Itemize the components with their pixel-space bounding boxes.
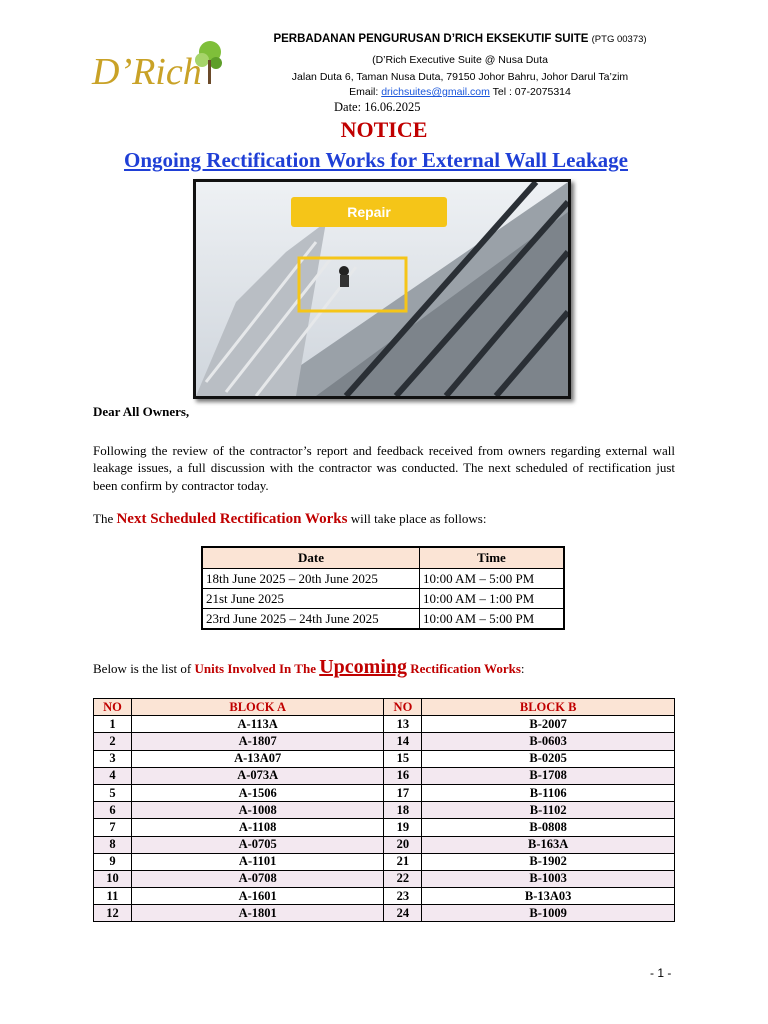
org-name-line — [200, 33, 720, 45]
schedule-header-time: Time — [420, 547, 565, 569]
unit-no-a: 10 — [94, 870, 132, 887]
unit-block-b: B-1003 — [422, 870, 675, 887]
units-intro-h1: Units Involved In The — [194, 661, 320, 676]
unit-block-b: B-2007 — [422, 716, 675, 733]
unit-block-a: A-1801 — [131, 905, 384, 922]
unit-no-b: 23 — [384, 888, 422, 905]
unit-block-a: A-0705 — [131, 836, 384, 853]
repair-label: Repair — [347, 204, 391, 220]
body-paragraph: Following the review of the contractor’s report and feedback received from owners regarding external wall leakage issues, a full discussion with the contractor was conducted. The next scheduled of rectification just been confirm by contractor today. — [93, 443, 675, 493]
unit-no-a: 4 — [94, 767, 132, 784]
unit-block-a: A-073A — [131, 767, 384, 784]
schedule-date: 23rd June 2025 – 24th June 2025 — [202, 609, 420, 630]
schedule-intro-post: will take place as follows: — [347, 511, 487, 526]
unit-block-a: A-1506 — [131, 784, 384, 801]
table-row — [94, 802, 675, 819]
units-intro-h2: Rectification Works — [407, 661, 521, 676]
contact-line — [200, 86, 720, 98]
schedule-time: 10:00 AM – 5:00 PM — [420, 569, 565, 589]
unit-block-a: A-113A — [131, 716, 384, 733]
table-row — [94, 905, 675, 922]
units-intro-post: : — [520, 661, 525, 676]
notice-subtitle: Ongoing Rectification Works for External Wall Leakage — [124, 148, 628, 172]
unit-block-a: A-1008 — [131, 802, 384, 819]
unit-no-a: 7 — [94, 819, 132, 836]
schedule-row — [202, 569, 564, 589]
unit-no-a: 9 — [94, 853, 132, 870]
unit-no-b: 19 — [384, 819, 422, 836]
table-row — [94, 784, 675, 801]
unit-no-b: 16 — [384, 767, 422, 784]
email-link[interactable]: drichsuites@gmail.com — [381, 86, 490, 98]
unit-no-b: 24 — [384, 905, 422, 922]
unit-no-a: 6 — [94, 802, 132, 819]
unit-no-a: 11 — [94, 888, 132, 905]
building-photo — [193, 179, 571, 399]
notice-title: NOTICE — [340, 117, 428, 142]
units-header-block-b: BLOCK B — [422, 699, 675, 716]
unit-no-b: 22 — [384, 870, 422, 887]
unit-block-a: A-1108 — [131, 819, 384, 836]
unit-no-b: 13 — [384, 716, 422, 733]
schedule-intro-pre: The — [93, 511, 117, 526]
unit-no-a: 1 — [94, 716, 132, 733]
table-row — [94, 819, 675, 836]
tel-text: Tel : 07-2075314 — [489, 86, 571, 98]
table-row — [94, 888, 675, 905]
units-intro-pre: Below is the list of — [93, 661, 195, 676]
unit-no-b: 21 — [384, 853, 422, 870]
units-header-row — [94, 699, 675, 716]
units-header-block-a: BLOCK A — [131, 699, 384, 716]
unit-block-b: B-1009 — [422, 905, 675, 922]
unit-block-a: A-0708 — [131, 870, 384, 887]
salutation: Dear All Owners, — [93, 404, 190, 419]
table-row — [94, 836, 675, 853]
schedule-time: 10:00 AM – 1:00 PM — [420, 589, 565, 609]
table-row — [94, 716, 675, 733]
unit-block-b: B-163A — [422, 836, 675, 853]
unit-block-b: B-13A03 — [422, 888, 675, 905]
schedule-date: 18th June 2025 – 20th June 2025 — [202, 569, 420, 589]
unit-block-b: B-0603 — [422, 733, 675, 750]
unit-block-b: B-0808 — [422, 819, 675, 836]
units-header-no-b: NO — [384, 699, 422, 716]
unit-block-a: A-13A07 — [131, 750, 384, 767]
schedule-intro — [93, 511, 486, 528]
unit-block-a: A-1101 — [131, 853, 384, 870]
unit-block-b: B-1106 — [422, 784, 675, 801]
table-row — [94, 853, 675, 870]
units-body — [94, 716, 675, 922]
logo-text: D’Rich — [92, 51, 202, 93]
schedule-intro-highlight: Next Scheduled Rectification Works — [116, 511, 348, 527]
unit-block-b: B-1102 — [422, 802, 675, 819]
page-number: - 1 - — [650, 966, 672, 980]
unit-block-a: A-1601 — [131, 888, 384, 905]
units-table — [93, 698, 675, 922]
unit-no-b: 17 — [384, 784, 422, 801]
email-label: Email: — [349, 86, 382, 98]
units-header-no-a: NO — [94, 699, 132, 716]
unit-no-a: 8 — [94, 836, 132, 853]
schedule-header-row — [202, 547, 564, 569]
table-row — [94, 767, 675, 784]
unit-no-a: 12 — [94, 905, 132, 922]
unit-block-b: B-1902 — [422, 853, 675, 870]
unit-no-a: 5 — [94, 784, 132, 801]
unit-no-a: 2 — [94, 733, 132, 750]
org-subtitle: (D’Rich Executive Suite @ Nusa Duta — [372, 54, 548, 66]
schedule-row — [202, 609, 564, 630]
unit-no-a: 3 — [94, 750, 132, 767]
schedule-row — [202, 589, 564, 609]
table-row — [94, 733, 675, 750]
unit-block-b: B-0205 — [422, 750, 675, 767]
unit-no-b: 20 — [384, 836, 422, 853]
unit-block-b: B-1708 — [422, 767, 675, 784]
units-intro-big: Upcoming — [319, 656, 408, 678]
notice-date: Date: 16.06.2025 — [334, 100, 421, 114]
table-row — [94, 750, 675, 767]
unit-no-b: 18 — [384, 802, 422, 819]
units-intro — [93, 656, 525, 679]
schedule-date: 21st June 2025 — [202, 589, 420, 609]
schedule-table — [201, 546, 565, 630]
unit-no-b: 14 — [384, 733, 422, 750]
org-address: Jalan Duta 6, Taman Nusa Duta, 79150 Johor Bahru, Johor Darul Ta’zim — [291, 71, 629, 83]
org-code: (PTG 00373) — [591, 34, 647, 45]
unit-no-b: 15 — [384, 750, 422, 767]
unit-block-a: A-1807 — [131, 733, 384, 750]
schedule-time: 10:00 AM – 5:00 PM — [420, 609, 565, 630]
table-row — [94, 870, 675, 887]
org-name: PERBADANAN PENGURUSAN D’RICH EKSEKUTIF SUITE — [273, 33, 589, 45]
schedule-header-date: Date — [202, 547, 420, 569]
